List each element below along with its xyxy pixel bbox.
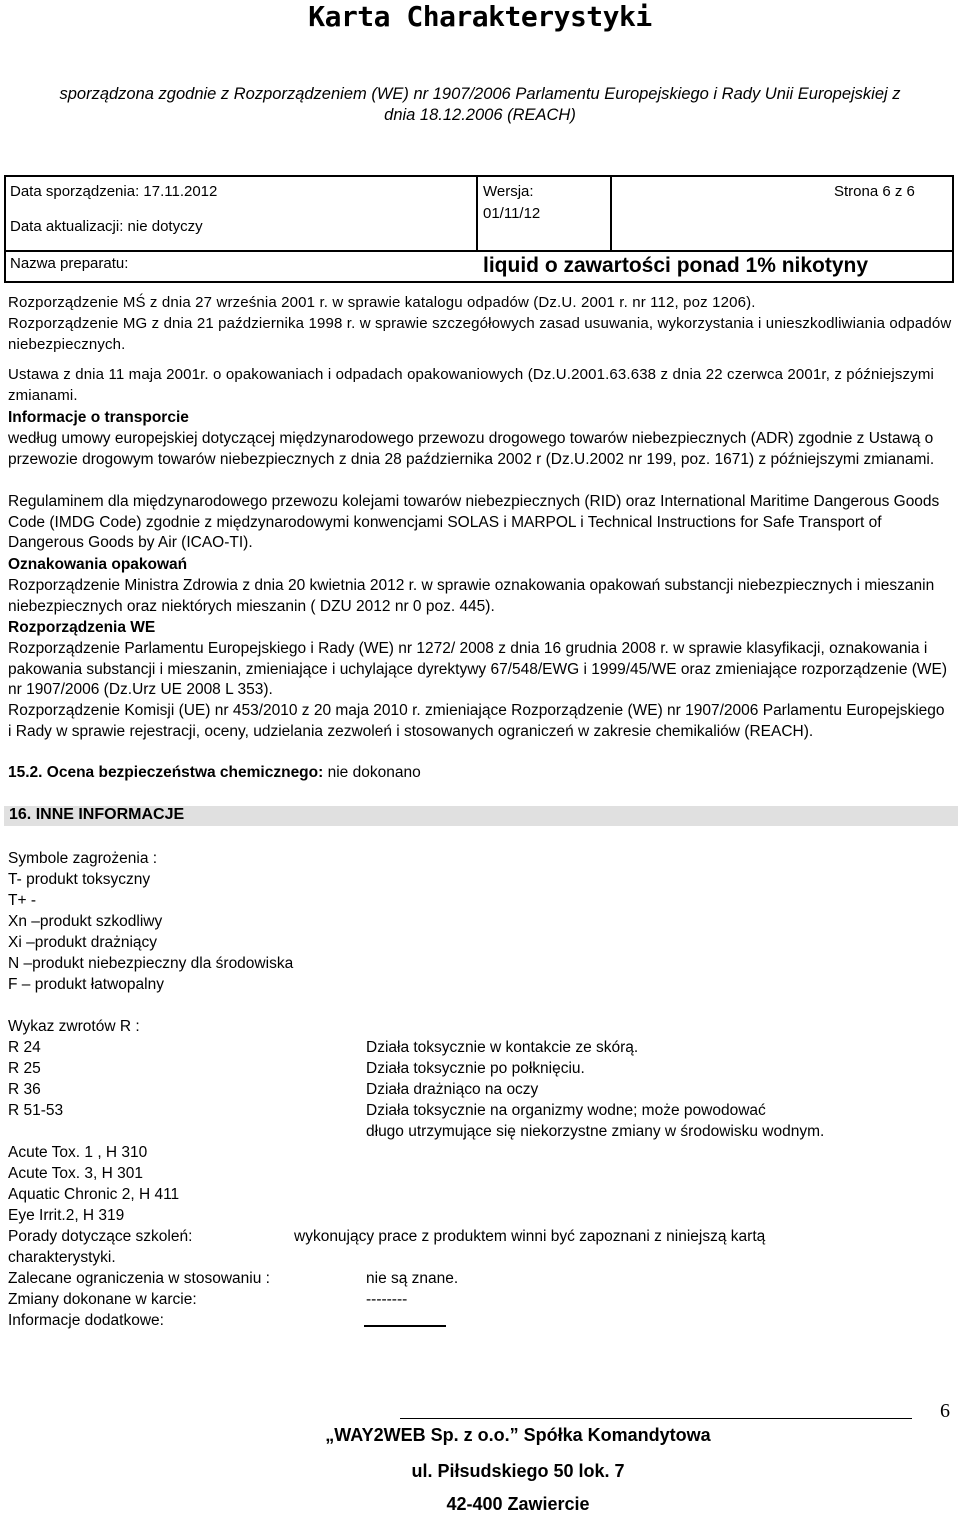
r-text: Działa toksycznie w kontakcie ze skórą. — [366, 1039, 639, 1056]
regulation-3: Ustawa z dnia 11 maja 2001r. o opakowaniach i odpadach opakowaniowych (Dz.U.2001.63.638 z dnia 22 czerwca 2001r, z późniejszymi zmianami. — [8, 366, 934, 404]
preparation-label: Nazwa preparatu: — [10, 255, 129, 272]
updated-date: Data aktualizacji: nie dotyczy — [10, 218, 203, 235]
transport-heading: Informacje o transporcie — [8, 409, 189, 426]
additional-label: Informacje dodatkowe: — [8, 1312, 164, 1329]
r-text: Działa toksycznie po połknięciu. — [366, 1060, 585, 1077]
r-text-continuation: długo utrzymujące się niekorzystne zmiany w środowisku wodnym. — [366, 1123, 825, 1140]
hazard-item: Acute Tox. 3, H 301 — [8, 1165, 143, 1182]
additional-blank-line — [364, 1325, 446, 1327]
r-text: Działa toksycznie na organizmy wodne; może powodować — [366, 1102, 766, 1119]
symbols-heading: Symbole zagrożenia : — [8, 850, 158, 867]
version-label: Wersja: — [483, 183, 534, 200]
training-value: wykonujący prace z produktem winni być zapoznani z niniejszą kartą — [294, 1228, 766, 1245]
r-code: R 24 — [8, 1039, 41, 1056]
r-code: R 36 — [8, 1081, 41, 1098]
footer-company: „WAY2WEB Sp. z o.o.” Spółka Komandytowa — [325, 1425, 711, 1445]
created-date: Data sporządzenia: 17.11.2012 — [10, 183, 218, 200]
eu-regs-paragraph-2: Rozporządzenie Komisji (UE) nr 453/2010 z 20 maja 2010 r. zmieniające Rozporządzenie (WE) nr 1907/2006 Parlamentu Europejskiego i Rady w sprawie rejestracji, oceny, udzielania zezwoleń i stosowanych ograniczeń w zakresie chemikaliów (REACH). — [8, 702, 945, 740]
labeling-text: Rozporządzenie Ministra Zdrowia z dnia 20 kwietnia 2012 r. w sprawie oznakowania opakowań substancji niebezpiecznych i mieszanin niebezpiecznych oraz niektórych mieszanin ( DZU 2012 nr 0 poz. 445). — [8, 577, 935, 615]
symbol-item: Xn –produkt szkodliwy — [8, 913, 163, 930]
safety-assessment-label: 15.2. Ocena bezpieczeństwa chemicznego: — [8, 764, 324, 781]
safety-assessment — [8, 764, 421, 782]
subtitle-line-2: dnia 18.12.2006 (REACH) — [384, 106, 576, 124]
symbol-item: Xi –produkt drażniący — [8, 934, 158, 951]
footer-divider — [400, 1418, 912, 1419]
restrictions-label: Zalecane ograniczenia w stosowaniu : — [8, 1270, 270, 1287]
r-code: R 51-53 — [8, 1102, 64, 1119]
section-16-title: 16. INNE INFORMACJE — [9, 806, 185, 823]
hazard-item: Acute Tox. 1 , H 310 — [8, 1144, 148, 1161]
footer-city: 42-400 Zawiercie — [446, 1494, 590, 1514]
labeling-heading: Oznakowania opakowań — [8, 556, 188, 573]
r-code: R 25 — [8, 1060, 41, 1077]
symbol-item: N –produkt niebezpieczny dla środowiska — [8, 955, 294, 972]
subtitle-line-1: sporządzona zgodnie z Rozporządzeniem (WE) nr 1907/2006 Parlamentu Europejskiego i Rady Unii Europejskiej z — [59, 85, 901, 103]
changes-value: -------- — [366, 1291, 408, 1308]
eu-regs-paragraph-1: Rozporządzenie Parlamentu Europejskiego i Rady (WE) nr 1272/ 2008 z dnia 16 grudnia 2008 r. w sprawie klasyfikacji, oznakowania i pakowania substancji i mieszanin, zmieniające i uchylające dyrektywy 67/548/EWG i 1999/45/WE oraz zmieniające rozporządzenie (WE) nr 1907/2006 (Dz.Urz UE 2008 L 353). — [8, 640, 948, 699]
info-box — [4, 175, 954, 283]
safety-assessment-value: nie dokonano — [323, 764, 421, 781]
preparation-name: liquid o zawartości ponad 1% nikotyny — [483, 254, 869, 277]
training-label: Porady dotyczące szkoleń: — [8, 1228, 193, 1245]
page-number: 6 — [940, 1400, 950, 1422]
symbol-item: T- produkt toksyczny — [8, 871, 151, 888]
r-phrases-heading: Wykaz zwrotów R : — [8, 1018, 140, 1035]
version-value: 01/11/12 — [483, 205, 541, 222]
transport-paragraph-2: Regulaminem dla międzynarodowego przewozu kolejami towarów niebezpiecznych (RID) oraz International Maritime Dangerous Goods Code (IMDG Code) zgodnie z międzynarodowymi konwencjami SOLAS i MARPOL i Technical Instructions for Safe Transport of Dangerous Goods by Air (ICAO-TI). — [8, 493, 940, 552]
hazard-item: Aquatic Chronic 2, H 411 — [8, 1186, 180, 1203]
symbol-item: T+ - — [8, 892, 36, 909]
restrictions-value: nie są znane. — [366, 1270, 459, 1287]
symbol-item: F – produkt łatwopalny — [8, 976, 164, 993]
regulation-1: Rozporządzenie MŚ z dnia 27 września 2001 r. w sprawie katalogu odpadów (Dz.U. 2001 r. nr 112, poz 1206). — [8, 294, 756, 311]
training-continuation: charakterystyki. — [8, 1249, 116, 1266]
transport-paragraph-1: według umowy europejskiej dotyczącej międzynarodowego przewozu drogowego towarów niebezpiecznych (ADR) zgodnie z Ustawą o przewozie drogowym towarów niebezpiecznych z dnia 28 października 2002 r (Dz.U.2002 nr 199, poz. 1671) z późniejszymi zmianami. — [8, 430, 935, 468]
page-indicator: Strona 6 z 6 — [834, 183, 915, 200]
regulation-2: Rozporządzenie MG z dnia 21 października 1998 r. w sprawie szczegółowych zasad usuwania, wykorzystania i unieszkodliwiania odpadów niebezpiecznych. — [8, 315, 952, 353]
hazard-item: Eye Irrit.2, H 319 — [8, 1207, 125, 1224]
r-text: Działa drażniąco na oczy — [366, 1081, 539, 1098]
document-title: Karta Charakterystyki — [308, 0, 652, 33]
eu-regs-heading: Rozporządzenia WE — [8, 619, 156, 636]
footer-address: ul. Piłsudskiego 50 lok. 7 — [411, 1461, 625, 1481]
changes-label: Zmiany dokonane w karcie: — [8, 1291, 197, 1308]
